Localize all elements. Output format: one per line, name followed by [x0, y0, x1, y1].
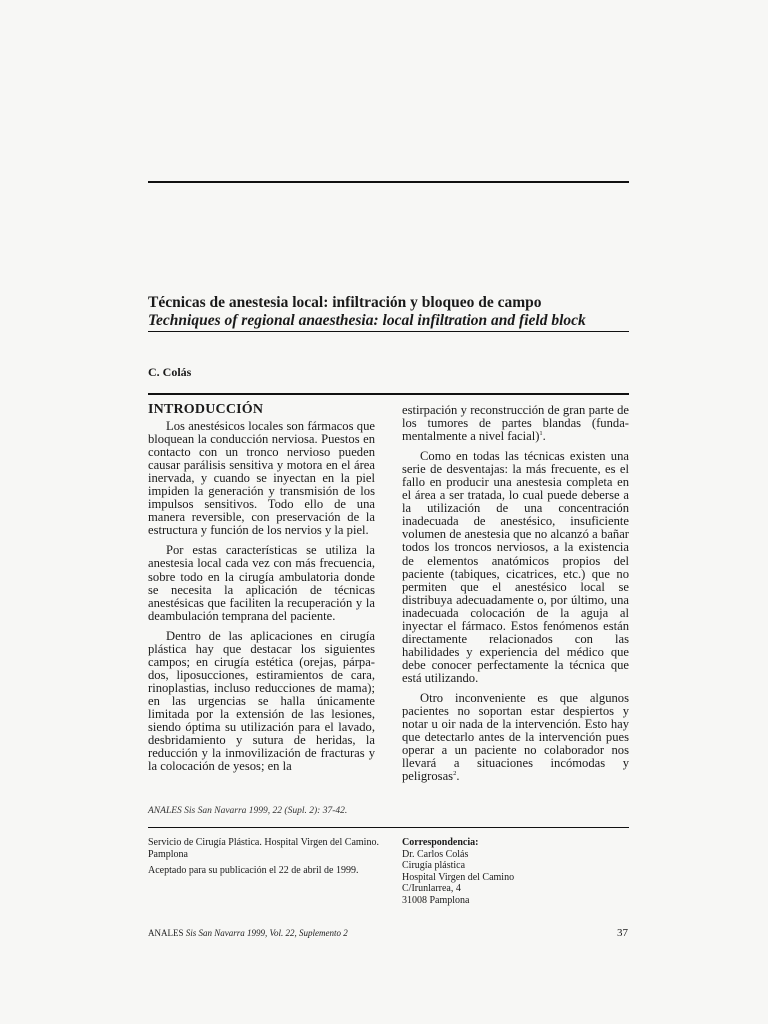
journal-citation: ANALES Sis San Navarra 1999, 22 (Supl. 2): 37-42. [148, 806, 348, 816]
acceptance-date: Aceptado para su publicación el 22 de abril de 1999. [148, 865, 359, 876]
reference-superscript: 1 [539, 429, 543, 437]
paragraph: estirpación y reconstrucción de gran parte de los tumores de partes blandas (fundamentalmente a nivel facial)$^1$. [402, 403, 629, 444]
reference-superscript: 2 [453, 770, 457, 778]
correspondence-line: Hospital Virgen del Camino [402, 871, 515, 883]
paragraph: Los anestésicos locales son fármacos que bloquean la conducción nerviosa. Puestos en contacto con un tronco nervioso pueden causar parálisis sensitiva y motora en el área inervada, y cuando se inyectan en la piel impiden la generación y transmisión de los impulsos sensitivos. Todo ello de una manera reversible, con preservación de la estructura y función de los nervios y la piel. [148, 419, 375, 538]
affiliation-block [148, 837, 380, 882]
correspondence-line: Dr. Carlos Colás [402, 848, 469, 860]
running-footer [148, 928, 348, 939]
top-rule [148, 181, 629, 183]
article-subtitle-english: Techniques of regional anaesthesia: local infiltration and field block [148, 312, 586, 329]
paragraph: Otro inconveniente es que algunos pacientes no soportan estar despiertos y notar u oir nada de la intervención. Esto hay que detectarlo antes de la intervención pues operar a un paciente no colaborador nos llevará a situaciones incómodas y peligrosas$^2$. [402, 690, 629, 784]
right-column [402, 404, 629, 783]
author-name: C. Colás [148, 365, 192, 379]
paragraph: Dentro de las aplicaciones en cirugía plástica hay que destacar los siguientes campos; en cirugía estética (orejas, párpados, liposucciones, estiramientos de cara, rinoplastias, incluso reducciones de mama); en las urgencias se halla únicamente limitada por la extensión de las lesiones, siendo óptima su utilización para el lavado, desbridamiento y sutura de heridas, la reducción y la inmovilización de fracturas y la colocación de yesos; en la [148, 628, 375, 774]
correspondence-line: 31008 Pamplona [402, 894, 470, 906]
journal-issue: Sis San Navarra 1999, Vol. 22, Suplemento 2 [185, 928, 348, 938]
journal-label: ANALES [148, 928, 184, 938]
paragraph-text: estirpación y reconstrucción de gran parte de los tumores de partes blandas (fundamentalmente a nivel facial) [402, 403, 629, 444]
author-rule [148, 393, 629, 395]
paragraph: Por estas características se utiliza la anestesia local cada vez con más frecuencia, sobre todo en la cirugía ambulatoria donde se necesita la aplicación de técnicas anestésicas que faciliten la recuperación y la deambulación temprana del paciente. [148, 543, 375, 623]
paragraph: Como en todas las técnicas existen una serie de desventajas: la más frecuente, es el fallo en producir una anestesia completa en el área a ser tratada, lo cual puede deberse a la utilización de una concentración inadecuada de anestésico, insuficiente volumen de anestesia que no alcanzó a bañar todos los troncos nerviosos, a la existencia de elementos anatómicos propios del paciente (tabiques, cicatrices, etc.) que no permiten que el anestésico local se distribuya adecuadamente o, por último, una inadecuada colocación de la aguja al inyectar el fármaco. Estos fenómenos están directamente relacionados con las habilidades y experiencia del médico que debe conocer perfectamente la técnica que está utilizando. [402, 449, 629, 685]
article-title: Técnicas de anestesia local: infiltración y bloqueo de campo [148, 294, 542, 311]
left-column [148, 420, 375, 773]
correspondence-label: Correspondencia: [402, 837, 479, 848]
section-heading: INTRODUCCIÓN [148, 402, 264, 417]
page-number: 37 [617, 927, 628, 939]
correspondence-block [402, 837, 628, 906]
affiliation-service: Servicio de Cirugía Plástica. Hospital Virgen del Camino. Pamplona [148, 837, 379, 860]
paragraph-text: Otro inconveniente es que algunos pacientes no soportan estar despiertos y notar u oir nada de la intervención. Esto hay que detectarlo antes de la intervención pues operar a un paciente no colaborador nos llevará a situaciones incómodas y peligrosas [402, 690, 629, 784]
title-rule [148, 331, 629, 332]
citation-rule [148, 827, 629, 828]
correspondence-line: Cirugía plástica [402, 860, 466, 871]
correspondence-line: C/Irunlarrea, 4 [402, 883, 461, 894]
